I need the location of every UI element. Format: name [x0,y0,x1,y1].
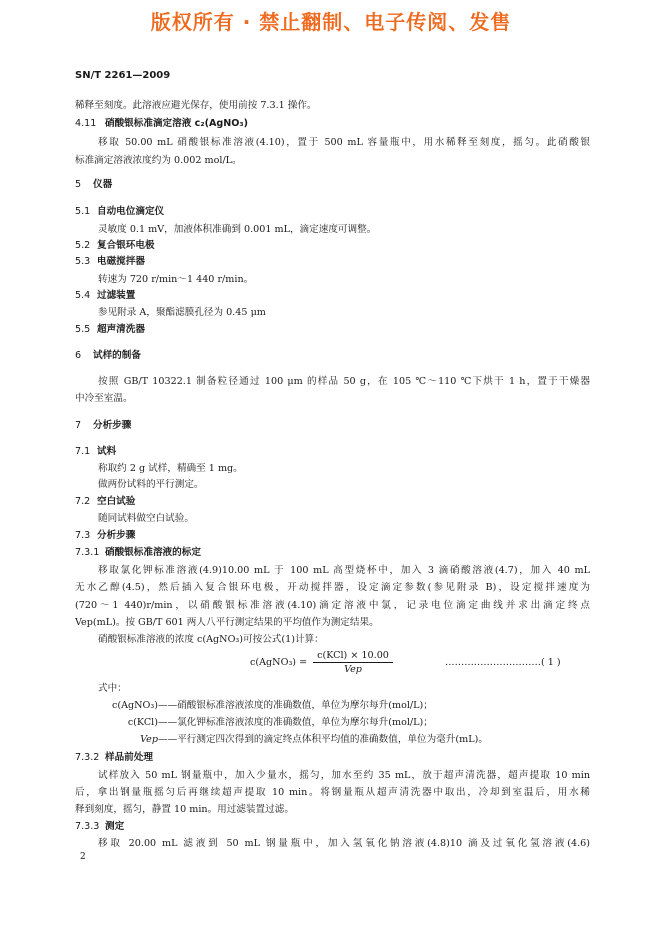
paragraph-line: 稀释至刻度。此溶液应避光保存，使用前按 7.3.1 操作。 [75,100,317,111]
paragraph-line: Vep(mL)。按 GB/T 601 两人八平行测定结果的平均值作为测定结果。 [75,617,379,628]
definition-symbol: Vep [140,734,158,745]
formula-denominator: Vep [344,664,362,675]
heading-5: 5 仪器 [75,179,113,190]
paragraph-line: 转速为 720 r/min～1 440 r/min。 [98,274,254,285]
definition-symbol: c(AgNO₃) [111,700,158,711]
heading-7-3-1: 7.3.1 硝酸银标准溶液的标定 [75,547,201,558]
formula-numerator: c(KCl) × 10.00 [313,650,393,663]
paragraph-line: 做两份试料的平行测定。 [98,479,204,490]
where-label: 式中： [98,683,127,694]
paragraph-line: 灵敏度 0.1 mV，加液体积准确到 0.001 mL，滴定速度可调整。 [98,224,377,235]
heading-5-3: 5.3 电磁搅拌器 [75,256,145,267]
heading-7-3-3: 7.3.3 测定 [75,821,125,832]
definition-text: ——氯化钾标准溶液浓度的准确数值，单位为摩尔每升(mol/L)； [158,717,433,728]
paragraph-line: 移取 20.00 mL 滤液到 50 mL 钢量瓶中，加入氢氧化钠溶液(4.8)10 滴及过氧化氢溶液(4.6) [98,838,590,849]
heading-5-1: 5.1 自动电位滴定仪 [75,206,165,217]
paragraph-line: 中冷至室温。 [75,393,133,404]
paragraph-line: 硝酸银标准溶液的浓度 c(AgNO₃)可按公式(1)计算： [98,634,324,645]
document-header: SN/T 2261—2009 [75,70,171,81]
paragraph-line: 后，拿出钢量瓶摇匀后再继续超声提取 10 min。将钢量瓶从超声清洗器中取出，冷却到室温后，用水稀 [75,787,590,798]
heading-7-2: 7.2 空白试验 [75,496,136,507]
heading-7-3-2: 7.3.2 样品前处理 [75,752,153,763]
heading-5-4: 5.4 过滤装置 [75,290,136,301]
heading-5-5: 5.5 超声清洗器 [75,324,145,335]
paragraph-line: 试样放入 50 mL 钢量瓶中，加入少量水，摇匀，加水至约 35 mL，放于超声清洗器，超声提取 10 min [98,770,590,781]
definition-text: ——硝酸银标准溶液浓度的准确数值，单位为摩尔每升(mol/L)； [158,700,433,711]
heading-6: 6 试样的制备 [75,350,141,361]
definition-symbol: c(KCl) [127,717,158,728]
paragraph-line: 称取约 2 g 试样，精确至 1 mg。 [98,463,243,474]
paragraph-line: 按照 GB/T 10322.1 制备粒径通过 100 μm 的样品 50 g，在 105 ℃～110 ℃下烘干 1 h，置于干燥器 [98,376,590,387]
heading-7-3: 7.3 分析步骤 [75,530,136,541]
heading-7-1: 7.1 试料 [75,446,117,457]
definition-text: ——平行测定四次得到的滴定终点体积平均值的准确数值，单位为毫升(mL)。 [158,734,488,745]
heading-5-2: 5.2 复合银环电极 [75,240,155,251]
definition-row [98,700,613,712]
paragraph-line: (720～1 440)r/min，以硝酸银标准溶液(4.10)滴定溶液中氯，记录电位滴定曲线并求出滴定终点 [75,600,590,611]
definition-row [98,734,613,746]
paragraph-line: 无水乙醇(4.5)，然后插入复合银环电极，开动搅拌器，设定滴定参数(参见附录 B)，设定搅拌速度为 [75,582,590,593]
paragraph-line: 移取 50.00 mL 硝酸银标准溶液(4.10)，置于 500 mL 容量瓶中，用水稀释至刻度，摇匀。此硝酸银 [98,137,590,148]
formula-1 [250,650,393,675]
paragraph-line: 移取氯化钾标准溶液(4.9)10.00 mL 于 100 mL 高型烧杯中，加入 3 滴硝酸溶液(4.7)，加入 40 mL [98,565,590,576]
formula-fraction [313,650,393,675]
page-number: 2 [80,852,86,862]
heading-7: 7 分析步骤 [75,420,132,431]
paragraph-line: 标准滴定溶液浓度约为 0.002 mol/L。 [75,155,242,166]
watermark: 版权所有 · 禁止翻制、电子传阅、发售 [150,10,512,34]
paragraph-line: 随同试料做空白试验。 [98,513,194,524]
formula-number: …………………………( 1 ) [445,657,561,668]
paragraph-line: 参见附录 A，聚酯滤膜孔径为 0.45 μm [98,307,266,318]
paragraph-line: 释到刻度，摇匀，静置 10 min。用过滤装置过滤。 [75,804,294,815]
definition-row [98,717,613,729]
heading-4-11: 4.11 硝酸银标准滴定溶液 c₂(AgNO₃) [75,118,249,129]
formula-lhs: c(AgNO₃) = [250,657,308,668]
